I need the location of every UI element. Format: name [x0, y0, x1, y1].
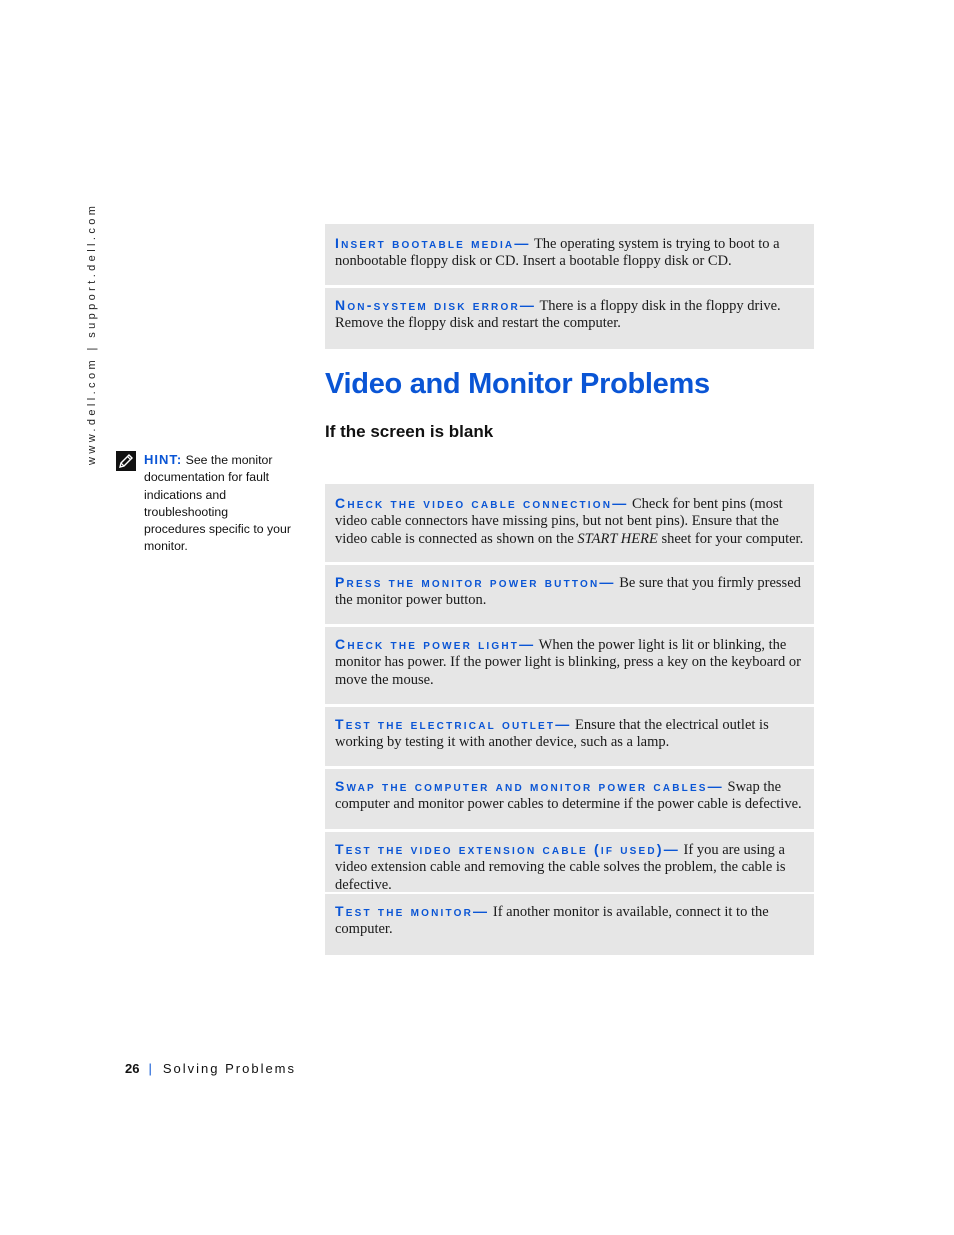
hint-body — [144, 451, 292, 556]
step-test-extension-cable — [325, 832, 814, 892]
tip-text: There is a floppy disk in the floppy drive. Remove the floppy disk and restart the computer. — [335, 298, 781, 332]
step-lead: Check the video cable connection— — [335, 495, 629, 511]
step-text: Check for bent pins (most video cable connectors have missing pins, but not bent pins). Ensure that the video cable is connected as shown on the START HERE sheet for your computer. — [335, 496, 804, 547]
step-lead: Check the power light— — [335, 636, 536, 652]
step-text: If you are using a video extension cable and removing the cable solves the problem, the cable is defective. — [335, 842, 786, 893]
subsection-heading: If the screen is blank — [325, 422, 494, 441]
step-text: If another monitor is available, connect it to the computer. — [335, 904, 769, 938]
page-footer — [125, 1061, 296, 1076]
step-lead: Test the electrical outlet— — [335, 716, 572, 732]
step-text: When the power light is lit or blinking, the monitor has power. If the power light is blinking, press a key on the keyboard or move the mouse. — [335, 637, 801, 688]
note-pencil-icon — [116, 451, 136, 471]
step-text: Swap the computer and monitor power cables to determine if the power cable is defective. — [335, 779, 802, 813]
sidebar-url — [84, 202, 100, 465]
step-swap-power-cables — [325, 769, 814, 829]
tip-lead: Non-system disk error— — [335, 297, 537, 313]
page-number: 26 — [125, 1061, 140, 1076]
step-press-power-button — [325, 565, 814, 624]
step-text: Ensure that the electrical outlet is working by testing it with another device, such as a lamp. — [335, 717, 769, 751]
step-test-monitor — [325, 894, 814, 955]
step-lead: Test the monitor— — [335, 903, 490, 919]
tip-text: The operating system is trying to boot to a nonbootable floppy disk or CD. Insert a bootable floppy disk or CD. — [335, 236, 780, 270]
tip-insert-bootable-media — [325, 224, 814, 285]
tip-lead: Insert bootable media— — [335, 235, 531, 251]
section-heading: Video and Monitor Problems — [325, 368, 710, 400]
step-text: Be sure that you firmly pressed the monitor power button. — [335, 575, 801, 609]
footer-separator: | — [148, 1061, 152, 1076]
step-check-video-cable — [325, 484, 814, 562]
step-check-power-light — [325, 627, 814, 704]
hint-label: HINT: — [144, 452, 183, 467]
step-lead: Swap the computer and monitor power cables— — [335, 778, 724, 794]
step-lead: Press the monitor power button— — [335, 574, 616, 590]
sidebar-url-text: www.dell.com | support.dell.com — [86, 202, 98, 465]
footer-section-title: Solving Problems — [162, 1061, 297, 1076]
start-here-ref: START HERE — [577, 530, 658, 547]
step-lead: Test the video extension cable (if used)— — [335, 841, 680, 857]
hint-text: See the monitor documentation for fault indications and troubleshooting procedures specific to your monitor. — [144, 453, 291, 554]
step-test-electrical-outlet — [325, 707, 814, 766]
tip-non-system-disk-error — [325, 288, 814, 349]
